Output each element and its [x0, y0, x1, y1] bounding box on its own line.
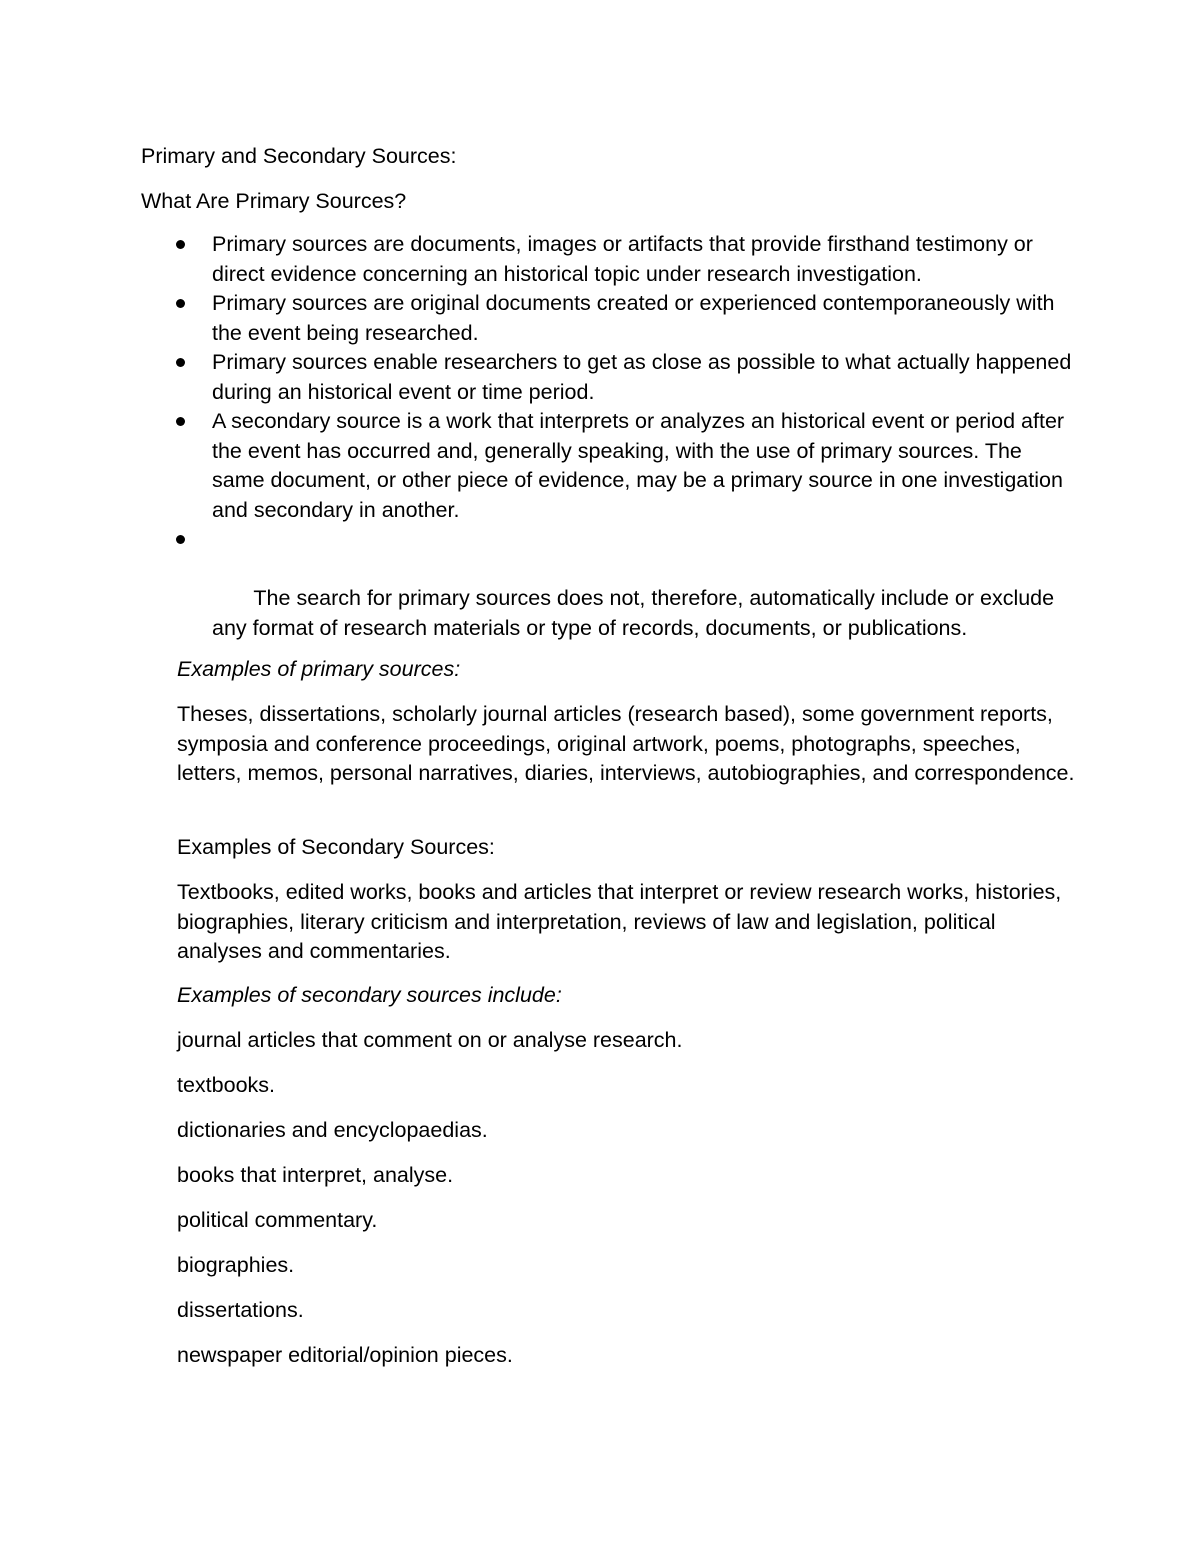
section-heading-primary-sources: What Are Primary Sources? — [141, 189, 407, 213]
bullet-item — [0, 525, 1072, 673]
bullet-dot-icon — [176, 299, 185, 308]
secondary-include-item: political commentary. — [177, 1208, 378, 1232]
primary-sources-bullet-list — [0, 230, 1200, 673]
secondary-include-item: journal articles that comment on or analyse research. — [177, 1028, 683, 1052]
primary-examples-heading: Examples of primary sources: — [177, 657, 461, 681]
secondary-examples-heading: Examples of Secondary Sources: — [177, 835, 495, 859]
bullet-text: Primary sources enable researchers to get as close as possible to what actually happened during an historical event or time period. — [212, 350, 1072, 404]
secondary-include-item: dissertations. — [177, 1298, 304, 1322]
secondary-include-item: dictionaries and encyclopaedias. — [177, 1118, 488, 1142]
bullet-dot-icon — [176, 417, 185, 426]
bullet-dot-icon — [176, 358, 185, 367]
bullet-item — [0, 348, 1072, 407]
bullet-text: A secondary source is a work that interprets or analyzes an historical event or period after the event has occurred and, generally speaking, with the use of primary sources. The same document, or other piece of evidence, may be a primary source in one investigation and secondary in another. — [212, 409, 1065, 522]
bullet-dot-icon — [176, 535, 185, 544]
secondary-examples-paragraph: Textbooks, edited works, books and articles that interpret or review research works, histories, biographies, literary criticism and interpretation, reviews of law and legislation, political analyses and commentaries. — [177, 880, 1062, 963]
primary-examples-paragraph: Theses, dissertations, scholarly journal articles (research based), some government reports, symposia and conference proceedings, original artwork, poems, photographs, speeches, letters, memos, personal narratives, diaries, interviews, autobiographies, and correspondence. — [177, 702, 1075, 785]
bullet-text: Primary sources are original documents created or experienced contemporaneously with the event being researched. — [212, 291, 1055, 345]
bullet-item — [0, 407, 1072, 525]
secondary-include-item: textbooks. — [177, 1073, 275, 1097]
bullet-dot-icon — [176, 240, 185, 249]
document-title: Primary and Secondary Sources: — [141, 144, 457, 168]
secondary-include-item: books that interpret, analyse. — [177, 1163, 454, 1187]
secondary-include-item: newspaper editorial/opinion pieces. — [177, 1343, 513, 1367]
bullet-item — [0, 289, 1072, 348]
secondary-include-item: biographies. — [177, 1253, 295, 1277]
bullet-text: Primary sources are documents, images or artifacts that provide firsthand testimony or direct evidence concerning an historical topic under research investigation. — [212, 232, 1033, 286]
bullet-item — [0, 230, 1072, 289]
secondary-include-heading: Examples of secondary sources include: — [177, 983, 562, 1007]
bullet-text: The search for primary sources does not, therefore, automatically include or exclude any format of research materials or type of records, documents, or publications. — [212, 586, 1061, 640]
